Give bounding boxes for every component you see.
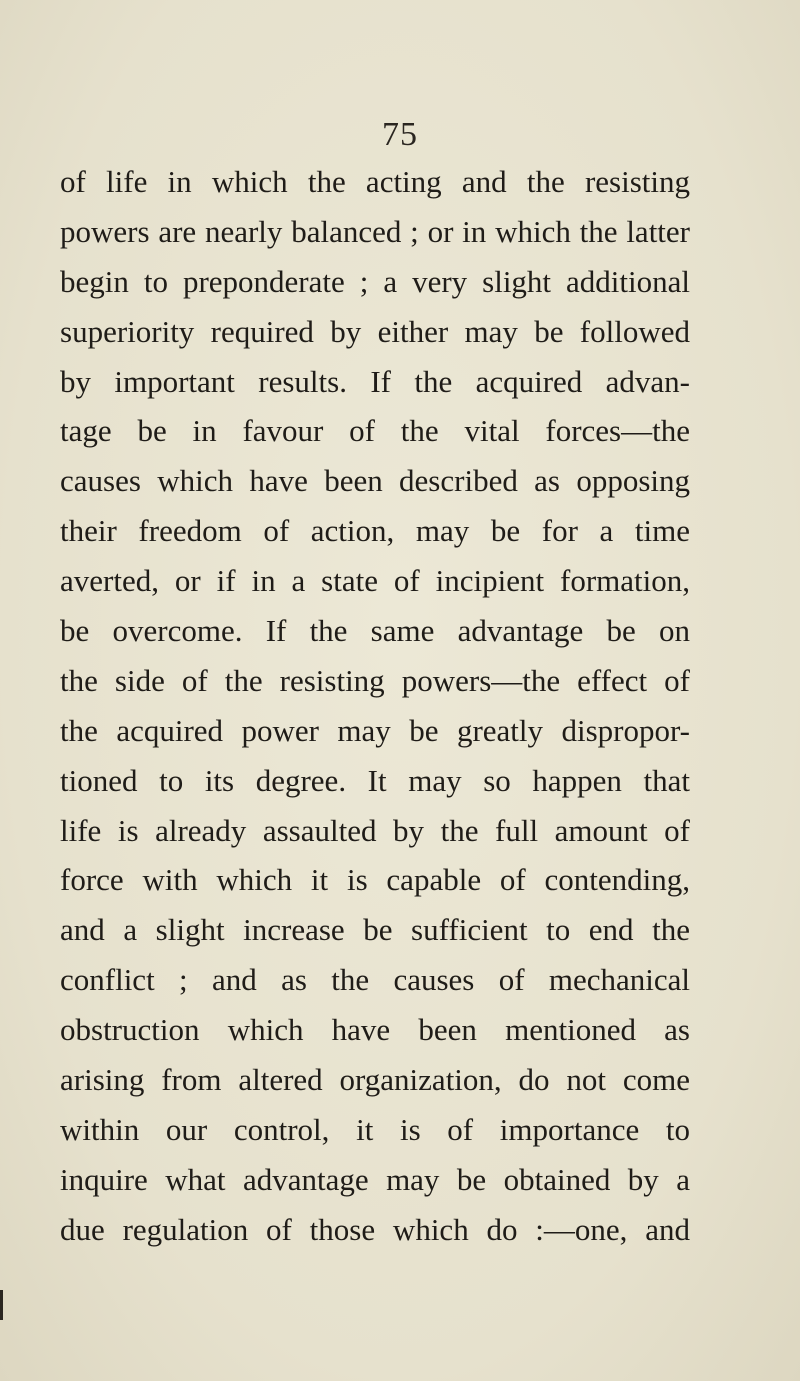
- text-line: by important results. If the acquired advan-: [60, 363, 690, 399]
- text-line: conflict ; and as the causes of mechanical: [60, 962, 690, 998]
- text-line: their freedom of action, may be for a time: [60, 513, 690, 549]
- text-line: due regulation of those which do :—one, and: [60, 1211, 690, 1247]
- text-line: the side of the resisting powers—the effect of: [60, 662, 690, 698]
- text-line: the acquired power may be greatly dispropor-: [60, 712, 690, 748]
- text-line: of life in which the acting and the resisting: [60, 164, 690, 199]
- text-line: begin to preponderate ; a very slight additional: [60, 263, 690, 299]
- text-line: obstruction which have been mentioned as: [60, 1012, 690, 1048]
- text-line: averted, or if in a state of incipient formation,: [60, 563, 690, 599]
- page-number: 75: [382, 116, 418, 153]
- body-text: [60, 157, 690, 1255]
- text-line: inquire what advantage may be obtained by a: [60, 1161, 690, 1197]
- text-line: powers are nearly balanced ; or in which the latter: [60, 213, 690, 249]
- text-line: be overcome. If the same advantage be on: [60, 613, 690, 649]
- text-line: tage be in favour of the vital forces—the: [60, 413, 690, 449]
- scan-artifact: [0, 1290, 3, 1320]
- text-line: life is already assaulted by the full amount of: [60, 812, 690, 848]
- text-line: within our control, it is of importance to: [60, 1111, 690, 1147]
- text-line: arising from altered organization, do not come: [60, 1062, 690, 1098]
- text-line: superiority required by either may be followed: [60, 313, 690, 349]
- text-line: and a slight increase be sufficient to end the: [60, 912, 690, 948]
- text-line: tioned to its degree. It may so happen that: [60, 762, 690, 798]
- text-line: force with which it is capable of contending,: [60, 862, 690, 898]
- text-line: causes which have been described as opposing: [60, 463, 690, 499]
